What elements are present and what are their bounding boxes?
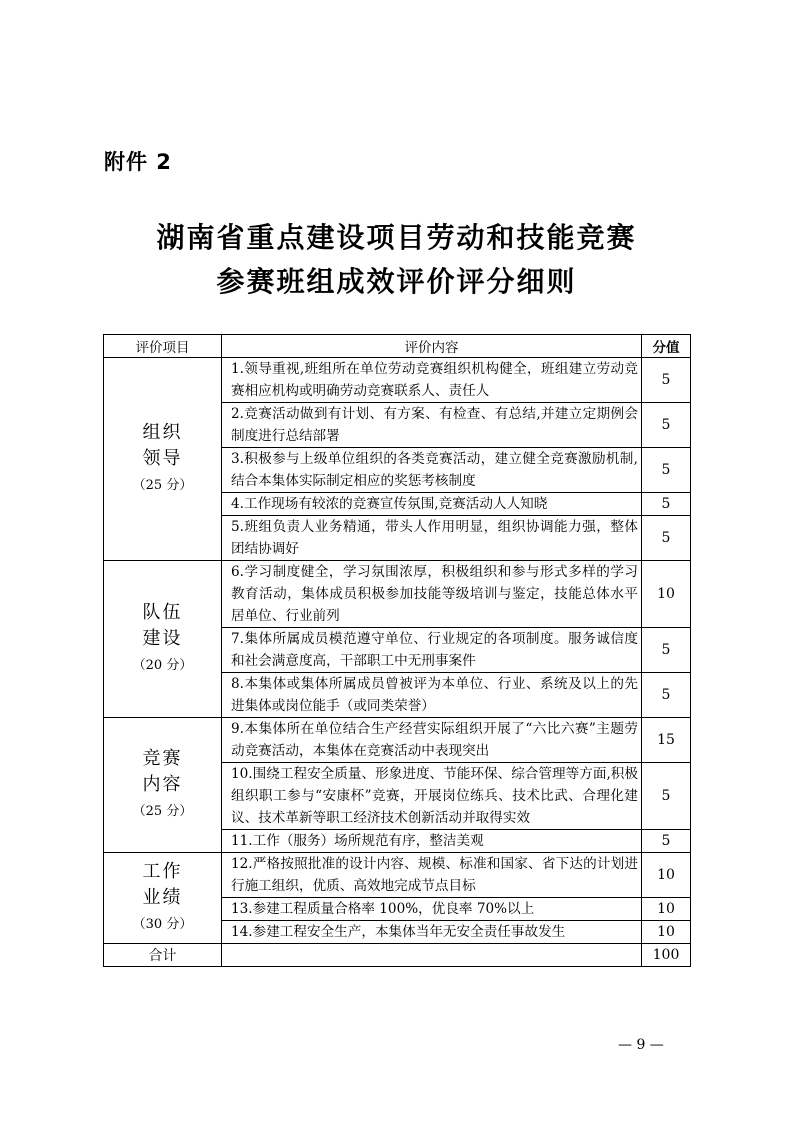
criterion-score: 5	[642, 516, 691, 561]
criterion-content: 14.参建工程安全生产，本集体当年无安全责任事故发生	[222, 921, 642, 944]
category-points: （25 分）	[132, 478, 193, 493]
criterion-content: 7.集体所属成员模范遵守单位、行业规定的各项制度。服务诚信度和社会满意度高，干部职工中无刑事案件	[222, 628, 642, 673]
document-title-line-1: 湖南省重点建设项目劳动和技能竞赛	[156, 221, 637, 254]
category-name-line-1: 竞赛	[142, 748, 183, 769]
category-cell	[104, 358, 222, 561]
category-name-line-1: 队伍	[142, 602, 183, 623]
category-name-line-2: 领导	[142, 448, 183, 469]
category-name-line-1: 组织	[142, 422, 183, 443]
criterion-score: 10	[642, 898, 691, 921]
category-cell	[104, 718, 222, 853]
table-row	[104, 358, 691, 403]
category-points: （30 分）	[132, 917, 193, 932]
criterion-score: 5	[642, 830, 691, 853]
header-evaluation-item: 评价项目	[104, 335, 222, 358]
criterion-score: 5	[642, 403, 691, 448]
table-body	[104, 358, 691, 944]
total-score: 100	[642, 944, 691, 967]
category-points: （20 分）	[132, 658, 193, 673]
category-name-line-2: 内容	[142, 774, 183, 795]
criterion-content: 3.积极参与上级单位组织的各类竞赛活动，建立健全竞赛激励机制,结合本集体实际制定相应的奖惩考核制度	[222, 448, 642, 493]
criterion-score: 5	[642, 628, 691, 673]
criterion-score: 10	[642, 561, 691, 628]
criterion-score: 5	[642, 673, 691, 718]
criterion-content: 13.参建工程质量合格率 100%，优良率 70%以上	[222, 898, 642, 921]
table-row	[104, 718, 691, 763]
criterion-score: 5	[642, 493, 691, 516]
document-title-line-2: 参赛班组成效评价评分细则	[216, 265, 577, 298]
total-label: 合计	[104, 944, 222, 967]
category-cell	[104, 853, 222, 944]
table-header-row	[104, 335, 691, 358]
criterion-content: 12.严格按照批准的设计内容、规模、标准和国家、省下达的计划进行施工组织，优质、高效地完成节点目标	[222, 853, 642, 898]
criterion-content: 10.围绕工程安全质量、形象进度、节能环保、综合管理等方面,积极组织职工参与“安康杯”竞赛，开展岗位练兵、技术比武、合理化建议、技术革新等职工经济技术创新活动并取得实效	[222, 763, 642, 830]
header-score: 分值	[642, 335, 691, 358]
scoring-table	[103, 334, 691, 967]
attachment-label: 附件 2	[104, 150, 172, 174]
criterion-score: 5	[642, 763, 691, 830]
criterion-content: 2.竞赛活动做到有计划、有方案、有检查、有总结,并建立定期例会制度进行总结部署	[222, 403, 642, 448]
criterion-content: 5.班组负责人业务精通，带头人作用明显，组织协调能力强，整体团结协调好	[222, 516, 642, 561]
criterion-score: 10	[642, 853, 691, 898]
category-points: （25 分）	[132, 804, 193, 819]
category-name-line-2: 建设	[142, 628, 183, 649]
table-row	[104, 561, 691, 628]
category-name-line-2: 业绩	[142, 887, 183, 908]
header-evaluation-content: 评价内容	[222, 335, 642, 358]
page-number: — 9 —	[618, 1037, 664, 1053]
criterion-score: 15	[642, 718, 691, 763]
table-row	[104, 853, 691, 898]
category-cell	[104, 561, 222, 718]
category-name-line-1: 工作	[142, 861, 183, 882]
criterion-content: 1.领导重视,班组所在单位劳动竞赛组织机构健全，班组建立劳动竞赛相应机构或明确劳动竞赛联系人、责任人	[222, 358, 642, 403]
criterion-score: 5	[642, 358, 691, 403]
total-row	[104, 944, 691, 967]
criterion-content: 4.工作现场有较浓的竞赛宣传氛围,竞赛活动人人知晓	[222, 493, 642, 516]
criterion-content: 8.本集体或集体所属成员曾被评为本单位、行业、系统及以上的先进集体或岗位能手（或同类荣誉）	[222, 673, 642, 718]
criterion-content: 11.工作（服务）场所规范有序，整洁美观	[222, 830, 642, 853]
criterion-content: 6.学习制度健全，学习氛围浓厚，积极组织和参与形式多样的学习教育活动，集体成员积极参加技能等级培训与鉴定，技能总体水平居单位、行业前列	[222, 561, 642, 628]
criterion-score: 5	[642, 448, 691, 493]
criterion-score: 10	[642, 921, 691, 944]
total-content-empty	[222, 944, 642, 967]
criterion-content: 9.本集体所在单位结合生产经营实际组织开展了“六比六赛”主题劳动竞赛活动，本集体在竞赛活动中表现突出	[222, 718, 642, 763]
